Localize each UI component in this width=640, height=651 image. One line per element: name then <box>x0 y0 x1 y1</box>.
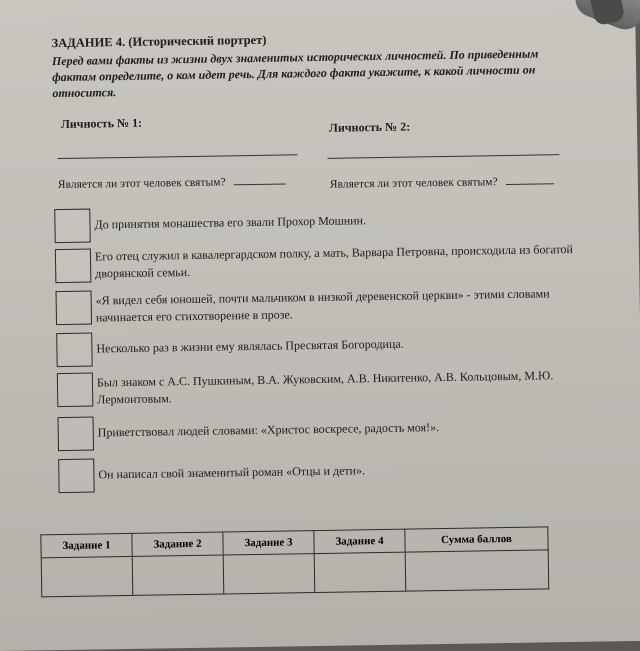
task-instruction: Перед вами факты из жизни двух знаменитых исторических личностей. По приведенным фактам определите, о ком идет речь. Для каждого факта укажите, к какой личности он относится. <box>51 46 539 101</box>
fact-text: Приветствовал людей словами: «Христос воскресе, радость моя!». <box>97 420 440 440</box>
fact-text: Его отец служил в кавалергардском полку, а мать, Варвара Петровна, происходила из богатой дворянской семьи. <box>94 241 574 281</box>
fact-text: До принятия монашества его звали Прохор Мошнин. <box>94 213 367 232</box>
score-header-task-2: Задание 2 <box>132 532 223 556</box>
facts-list <box>54 201 598 499</box>
score-cell-task-4[interactable] <box>314 552 406 592</box>
score-cell-total[interactable] <box>405 550 549 591</box>
fact-answer-box[interactable] <box>56 333 93 368</box>
score-cell-task-1[interactable] <box>41 556 133 596</box>
fact-text: Был знаком с А.С. Пушкиным, В.А. Жуковским, А.В. Никитенко, А.В. Кольцовым, М.Ю. Лермонтовым. <box>96 368 554 407</box>
score-cell-task-3[interactable] <box>223 554 315 594</box>
person-1-saint-question-text: Является ли этот человек святым? <box>57 176 226 192</box>
person-2-saint-question-text: Является ли этот человек святым? <box>329 176 498 191</box>
score-table <box>40 526 549 597</box>
fact-text: Он написал свой знаменитый роман «Отцы и дети». <box>98 463 366 482</box>
fact-answer-box[interactable] <box>55 249 92 284</box>
score-header-task-3: Задание 3 <box>223 531 314 555</box>
fact-text: Несколько раз в жизни ему являлась Пресвятая Богородица. <box>96 336 404 356</box>
fact-answer-box[interactable] <box>54 209 91 244</box>
score-header-total: Сумма баллов <box>405 527 548 552</box>
fact-answer-box[interactable] <box>58 459 95 494</box>
fact-item <box>58 451 599 499</box>
person-1-saint-question <box>58 173 286 191</box>
score-header-task-1: Задание 1 <box>41 533 132 557</box>
person-2-answer-line[interactable] <box>327 154 559 159</box>
task-title: ЗАДАНИЕ 4. (Исторический портрет) <box>51 32 267 51</box>
person-1-answer-line[interactable] <box>57 154 297 159</box>
person-2-saint-question <box>330 173 554 191</box>
person-1-saint-answer-blank[interactable] <box>233 173 285 185</box>
fact-answer-box[interactable] <box>56 291 93 326</box>
fact-answer-box[interactable] <box>57 373 94 408</box>
score-table-row <box>41 550 549 597</box>
persons-section <box>53 109 594 177</box>
person-1-label: Личность № 1: <box>60 115 143 131</box>
score-header-task-4: Задание 4 <box>314 529 405 553</box>
score-cell-task-2[interactable] <box>132 555 224 595</box>
person-2-saint-answer-blank[interactable] <box>505 173 553 185</box>
person-2-label: Личность № 2: <box>328 119 411 135</box>
worksheet-content <box>52 28 599 499</box>
fact-text: «Я видел себя юношей, почти мальчиком в низкой деревенской церкви» - этими словами начинается его стихотворение в прозе. <box>95 286 550 325</box>
fact-answer-box[interactable] <box>57 417 94 452</box>
